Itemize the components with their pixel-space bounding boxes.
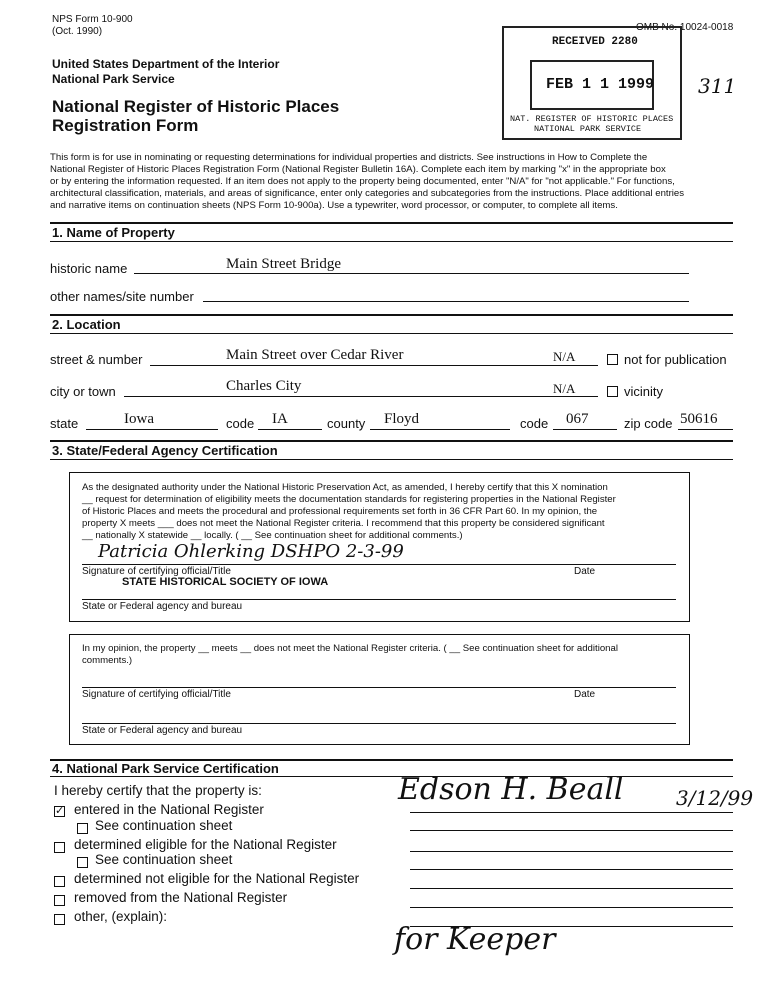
section-rule <box>50 440 733 442</box>
certification-line: of Historic Places and meets the procedural and professional requirements set forth in 36 CFR Part 60. In my opinion, the <box>82 506 598 517</box>
signature-label: Signature of certifying official/Title <box>82 689 231 700</box>
city-na: N/A <box>553 381 576 396</box>
certification-line: __ nationally X statewide __ locally. ( __ See continuation sheet for additional comments.) <box>82 530 463 541</box>
official-signature: Patricia Ohlerking DSHPO 2-3-99 <box>98 541 404 562</box>
vicinity-label: vicinity <box>624 384 664 399</box>
opt-other: other, (explain): <box>74 909 168 924</box>
section-rule <box>50 333 733 334</box>
agency-line[interactable] <box>82 723 676 724</box>
instructions-line: National Register of Historic Places Registration Form (National Register Bulletin 16A). Complete each item by marking "x" in the appropriate box <box>50 164 666 175</box>
city-field[interactable] <box>124 381 598 397</box>
historic-name-value: Main Street Bridge <box>226 256 341 272</box>
form-title: National Register of Historic Places <box>52 97 340 116</box>
opinion-line: comments.) <box>82 655 133 666</box>
other-checkbox[interactable] <box>54 914 65 925</box>
opt-eligible: determined eligible for the National Register <box>74 837 337 852</box>
other-names-field[interactable] <box>203 286 689 302</box>
certification-line: As the designated authority under the National Historic Preservation Act, as amended, I hereby certify that this X nomination <box>82 482 608 493</box>
certification-text <box>82 482 682 542</box>
not-for-publication-label: not for publication <box>624 352 727 367</box>
keeper-line[interactable] <box>410 888 733 889</box>
keeper-line[interactable] <box>410 869 733 870</box>
street-na: N/A <box>553 349 576 364</box>
stamp-received-text: RECEIVED 2280 <box>552 36 638 48</box>
county-value: Floyd <box>384 411 420 427</box>
certification-line: __ request for determination of eligibility meets the documentation standards for registering properties in the National Register <box>82 494 616 505</box>
form-date: (Oct. 1990) <box>52 26 103 37</box>
section-rule <box>50 222 733 224</box>
state-label: state <box>50 416 79 431</box>
section3-heading: 3. State/Federal Agency Certification <box>52 443 278 458</box>
department-name: United States Department of the Interior <box>52 57 280 71</box>
historic-name-label: historic name <box>50 261 128 276</box>
signature-label: Signature of certifying official/Title <box>82 566 231 577</box>
historic-name-field[interactable] <box>134 258 689 274</box>
section-rule <box>50 241 733 242</box>
handwritten-ref: 311 <box>698 74 737 98</box>
signature-line[interactable] <box>82 687 676 688</box>
agency-label: State or Federal agency and bureau <box>82 601 243 612</box>
keeper-line[interactable] <box>410 851 733 852</box>
removed-checkbox[interactable] <box>54 895 65 906</box>
section-rule <box>50 314 733 316</box>
stamp-date: FEB 1 1 1999 <box>546 76 655 93</box>
keeper-date: 3/12/99 <box>676 786 754 810</box>
state-code-value: IA <box>272 411 288 427</box>
state-code-label: code <box>226 416 255 431</box>
street-value: Main Street over Cedar River <box>226 347 404 363</box>
vicinity-checkbox[interactable] <box>607 386 618 397</box>
street-label: street & number <box>50 352 143 367</box>
for-keeper-signature: for Keeper <box>394 922 556 957</box>
form-number: NPS Form 10-900 <box>52 14 133 25</box>
nps-intro: I hereby certify that the property is: <box>54 783 262 798</box>
instructions-line: and narrative items on continuation sheets (NPS Form 10-900a). Use a typewriter, word processor, or computer, to complete all items. <box>50 200 618 211</box>
stamp-line1: NAT. REGISTER OF HISTORIC PLACES <box>510 114 674 124</box>
date-label: Date <box>574 566 596 577</box>
section-rule <box>50 776 733 777</box>
county-code-value: 067 <box>566 411 589 427</box>
instructions <box>50 152 740 212</box>
opinion-line: In my opinion, the property __ meets __ does not meet the National Register criteria. ( __ See continuation sheet for additional <box>82 643 618 654</box>
keeper-signature: Edson H. Beall <box>398 772 624 807</box>
city-label: city or town <box>50 384 116 399</box>
opt-eligible-continuation: See continuation sheet <box>95 852 233 867</box>
opinion-box <box>69 634 690 745</box>
other-names-label: other names/site number <box>50 289 194 304</box>
keeper-line[interactable] <box>410 830 733 831</box>
stamp-line2: NATIONAL PARK SERVICE <box>534 124 642 134</box>
not-eligible-checkbox[interactable] <box>54 876 65 887</box>
entered-checkbox[interactable]: ✓ <box>55 805 65 817</box>
agency-stamp: STATE HISTORICAL SOCIETY OF IOWA <box>122 576 329 588</box>
agency-label: State or Federal agency and bureau <box>82 725 243 736</box>
opt-entered: entered in the National Register <box>74 802 264 817</box>
state-code-field[interactable] <box>258 414 322 430</box>
section2-heading: 2. Location <box>52 317 121 332</box>
instructions-line: or by entering the information requested. If an item does not apply to the property being documented, enter "N/A" for "not applicable." For functions, <box>50 176 675 187</box>
instructions-line: architectural classification, materials, and areas of significance, enter only categories and subcategories from the instructions. Place additional entries <box>50 188 685 199</box>
zip-value: 50616 <box>680 411 718 427</box>
state-certification-box <box>69 472 690 622</box>
not-for-publication-checkbox[interactable] <box>607 354 618 365</box>
received-stamp <box>502 26 682 140</box>
city-value: Charles City <box>226 378 302 394</box>
continuation-checkbox-1[interactable] <box>77 823 88 834</box>
opt-entered-continuation: See continuation sheet <box>95 818 233 833</box>
omb-number: OMB No. 10024-0018 <box>636 22 734 33</box>
certification-line: property X meets ___ does not meet the National Register criteria. I recommend that this property be considered significant <box>82 518 605 529</box>
opt-removed: removed from the National Register <box>74 890 288 905</box>
form-subtitle: Registration Form <box>52 116 199 135</box>
opt-not-eligible: determined not eligible for the National Register <box>74 871 360 886</box>
keeper-signature-line[interactable] <box>410 812 733 813</box>
section4-heading: 4. National Park Service Certification <box>52 761 279 776</box>
opinion-text <box>82 643 682 667</box>
agency-line[interactable] <box>82 599 676 600</box>
date-label: Date <box>574 689 596 700</box>
keeper-line[interactable] <box>410 907 733 908</box>
service-name: National Park Service <box>52 72 175 86</box>
continuation-checkbox-2[interactable] <box>77 857 88 868</box>
county-label: county <box>327 416 366 431</box>
signature-line[interactable] <box>82 564 676 565</box>
section1-heading: 1. Name of Property <box>52 225 175 240</box>
section-rule <box>50 459 733 460</box>
state-value: Iowa <box>124 411 154 427</box>
county-code-label: code <box>520 416 549 431</box>
instructions-line: This form is for use in nominating or requesting determinations for individual properties and districts. See instructions in How to Complete the <box>50 152 648 163</box>
eligible-checkbox[interactable] <box>54 842 65 853</box>
zip-label: zip code <box>624 416 673 431</box>
